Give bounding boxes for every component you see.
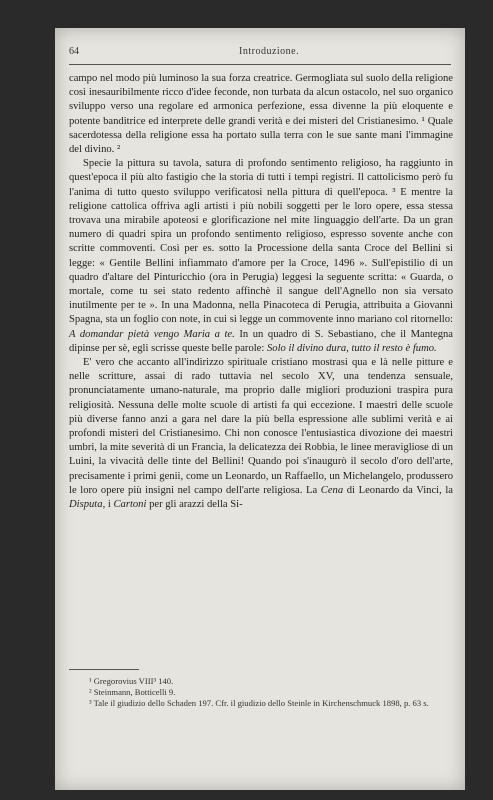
footnote-2: ² Steinmann, Botticelli 9. [89, 687, 176, 697]
page-number: 64 [69, 46, 79, 57]
page-header [69, 42, 451, 62]
paragraph-3-text-a: E' vero che accanto all'indirizzo spirituale cristiano mostrasi qua e là nelle pitture e nelle scritture, assai di rado tuttavia nel secolo XV, una tendenza sensuale, pronunciatamente umano-naturale, ma proprio dalle migliori produzioni traspira pura religiosità. Nessuna delle molte scuole di artisti fa qui eccezione. I maestri delle scuole più diverse fanno anzi a gara nel dare la più bella espressione alle sublimi verità e ai profondi misteri del Cristianesimo. Chi non conosce l'entusiastica divozione dei maestri umbri, la mite severità di un Francia, la delicatezza dei Robbia, le linee meravigliose di un Luini, la vivacità delle tinte del Bellini! Quando poi s'inaugurò il secolo d'oro dell'arte, precisamente i primi genii, come un Leonardo, un Raffaello, un Michelangelo, produssero le loro opere più insigni nel campo dell'arte religiosa. La [69, 357, 453, 496]
paragraph-3-italic-3: Cartoni [113, 499, 147, 511]
paragraph-3-text-b: di Leonardo da Vinci, la [343, 484, 453, 496]
paragraph-1: campo nel modo più luminoso la sua forza creatrice. Germogliata sul suolo della religione così inesauribilmente ricco d'idee feconde, non turbata da alcun ostacolo, nel suo organico sviluppo verso una regolare ed armonica perfezione, essa divenne la più eloquente e potente banditrice ed interprete delle grandi verità e dei misteri del Cristianesimo. ¹ Quale sacerdotessa della religione essa ha portato sulla terra con le sue sante mani l'immagine del divino. ² [69, 73, 453, 156]
body-text [69, 72, 453, 512]
paragraph-3-text-d: per gli arazzi della Si- [146, 499, 243, 511]
paragraph-2-italic-2: Solo il divino dura, tutto il resto è fumo. [266, 342, 437, 354]
paragraph-2-text-a: Specie la pittura su tavola, satura di profondo sentimento religioso, ha raggiunto in quest'epoca il più alto fastigio che la storia di tutti i tempi registri. Il cattolicismo però fu l'anima di tutto questo sviluppo verificatosi nella pittura di quell'epoca. ³ E mentre la religione cattolica offriva agli artisti i più nobili soggetti per le loro opere, essa stessa trovava una mirabile apoteosi e glorificazione nel mite linguaggio dell'arte. Da un gran numero di quadri spira un profondo sentimento religioso, espresso sovente anche con scritte commoventi. Così per es. sotto la Processione della santa Croce del Bellini si legge: « Gentile Bellini infiammato d'amore per la Croce, 1496 ». Sull'epistilio di un quadro d'altare del Pinturicchio (ora in Perugia) leggesi la seguente scritta: « Guarda, o mortale, come tu sei stato redento affinchè il sangue dell'Agnello non sia versato inutilmente per te ». In una Madonna, nella Pinacoteca di Perugia, attribuita a Giovanni Spagna, sta un foglio con note, in cui si legge un commovente inno mariano col ritornello: [69, 158, 453, 326]
footnotes [69, 676, 453, 709]
paragraph-2-text-b: In un quadro di S. Sebastiano, che il Mantegna dipinse per sè, egli scrisse queste belle parole: [69, 328, 454, 354]
paragraph-3-italic-2: Disputa [69, 499, 103, 511]
footnote-1: ¹ Gregorovius VIII³ 140. [89, 676, 174, 686]
paragraph-3-text-c: , i [102, 499, 114, 511]
paragraph-2-italic-1: A domandar pietà vengo Maria a te. [69, 328, 235, 340]
book-page [55, 28, 465, 790]
paragraph-2 [69, 157, 453, 356]
running-title: Introduzione. [239, 46, 300, 57]
header-divider [69, 64, 451, 65]
footnote-divider [69, 669, 139, 670]
footnote-3: ³ Tale il giudizio dello Schaden 197. Cfr. il giudizio dello Steinle in Kirchenschmuck 1898, p. 63 s. [89, 698, 429, 708]
paragraph-3-italic-1: Cena [320, 484, 344, 496]
paragraph-3 [69, 356, 453, 512]
